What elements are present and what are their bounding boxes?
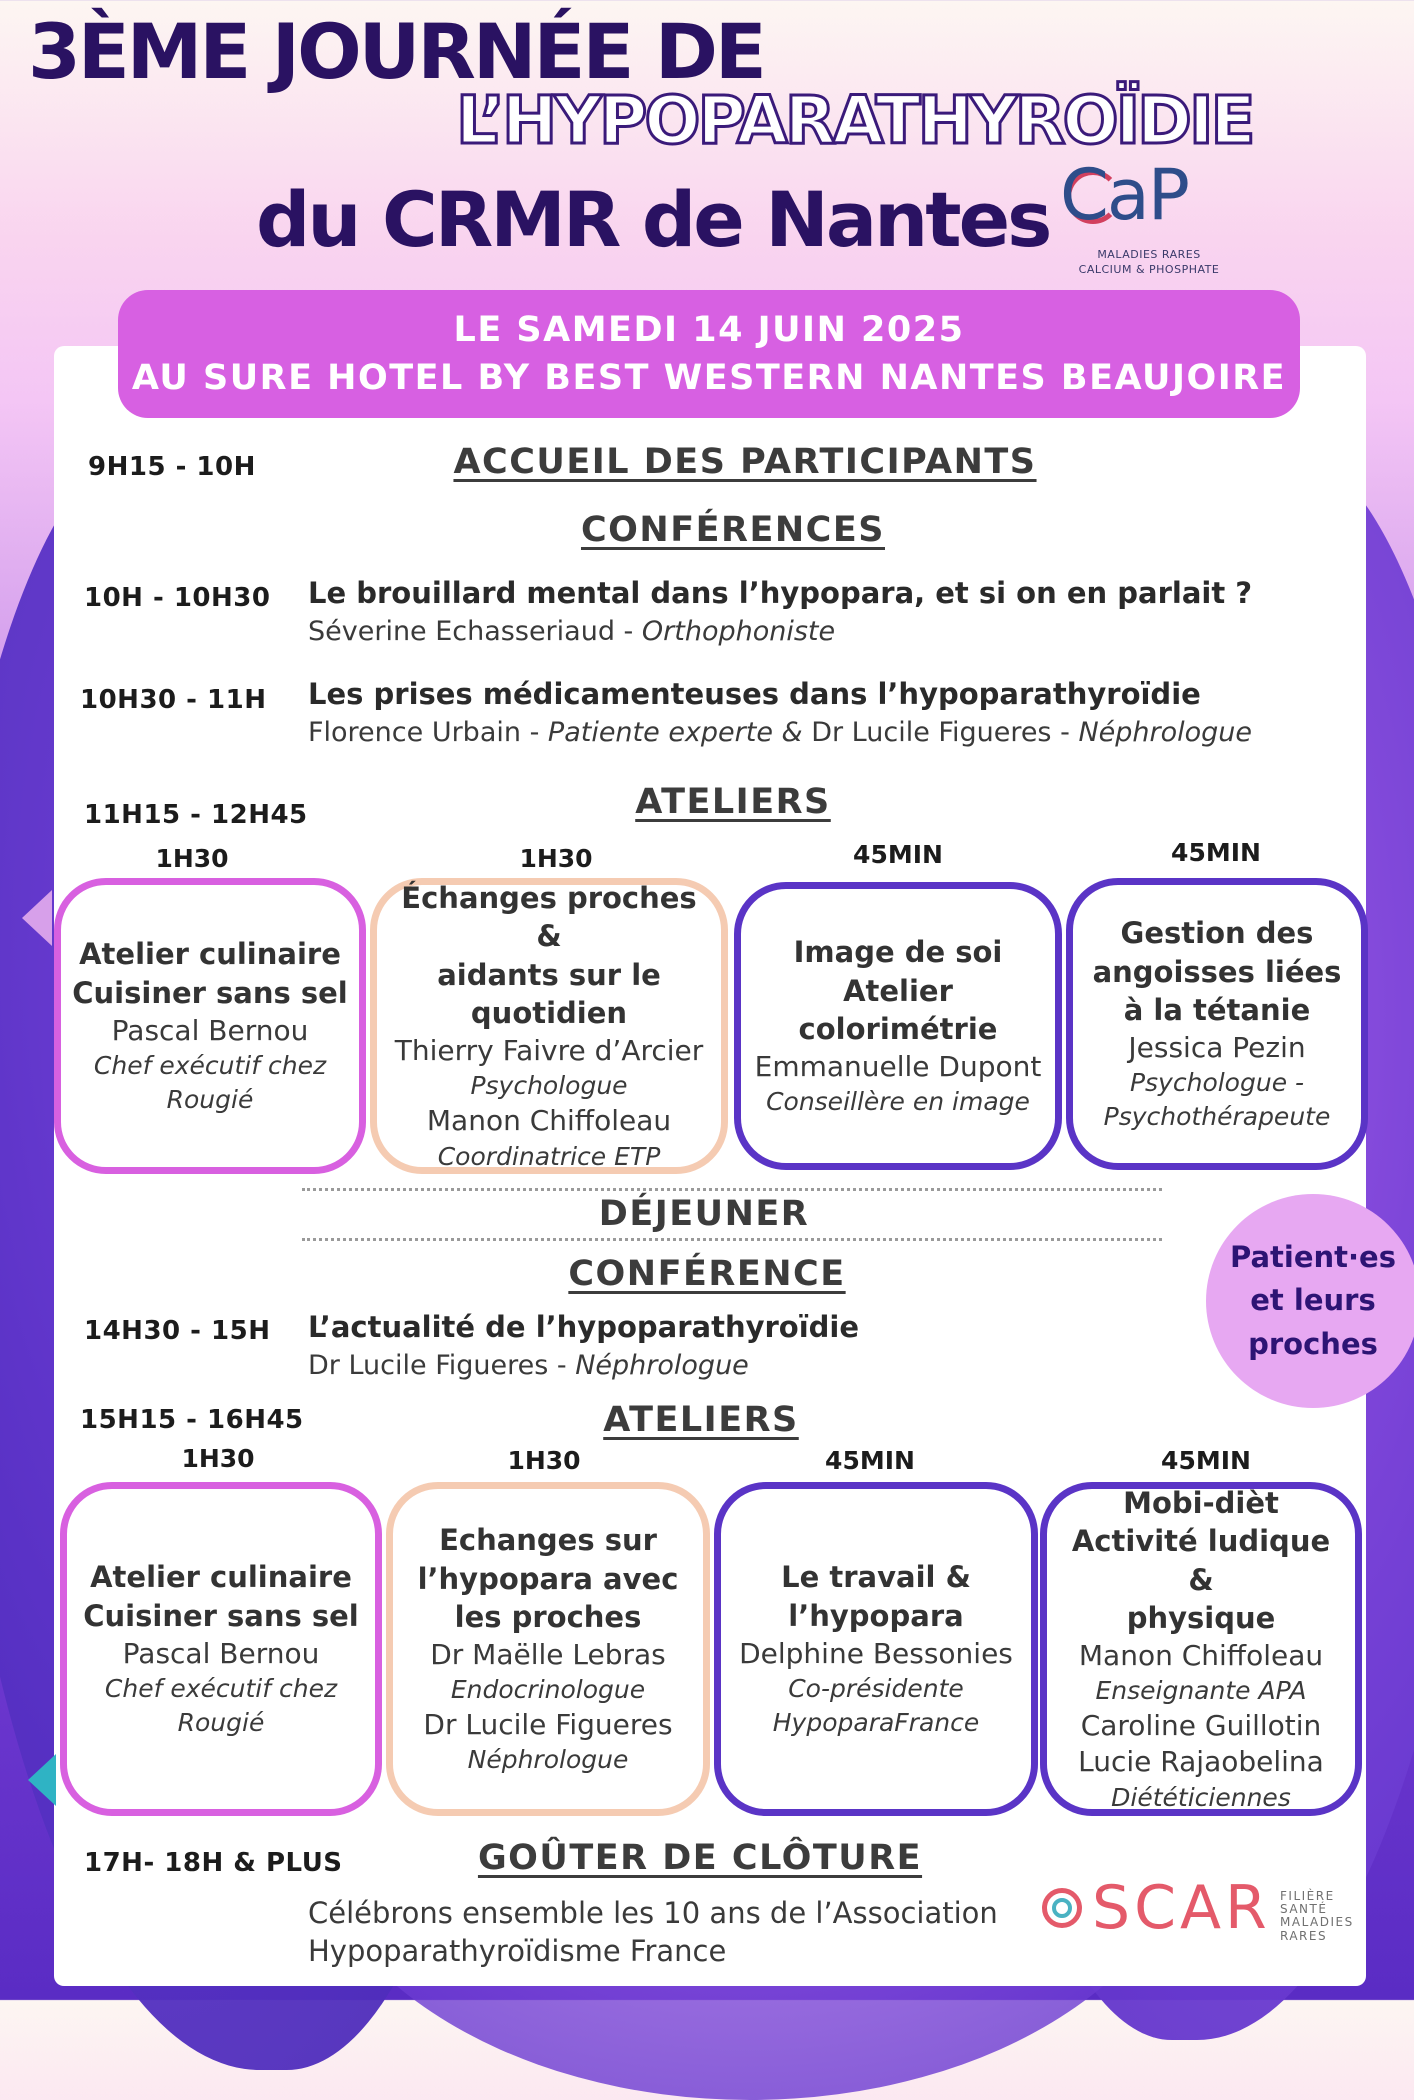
workshop-a3-role-2: HypoparaFrance <box>772 1707 980 1737</box>
workshop-a4-speaker-1: Manon Chiffoleau <box>1078 1638 1324 1672</box>
talk-2-separator: - <box>520 717 548 748</box>
workshop-a2-speaker-1: Dr Maëlle Lebras <box>430 1637 666 1671</box>
talk-2-speaker-role: Patiente experte & <box>547 717 803 748</box>
workshop-a1-role: Chef exécutif chez <box>104 1674 338 1703</box>
workshop-a3-duration: 45MIN <box>825 1446 915 1475</box>
closing-time: 17H- 18H & PLUS <box>84 1848 343 1878</box>
title-line-2: L’HYPOPARATHYROÏDIE <box>456 82 1253 159</box>
oscar-sub-1: FILIÈRE <box>1280 1889 1335 1903</box>
lunch-label: DÉJEUNER <box>598 1194 810 1234</box>
closing-text-2: Hypoparathyroïdisme France <box>308 1934 727 1968</box>
workshop-a4-duration: 45MIN <box>1161 1446 1251 1475</box>
workshop-m4-role-2: Psychothérapeute <box>1103 1102 1331 1132</box>
workshop-m3-card <box>734 882 1062 1170</box>
cap-logo-subtitle <box>1064 248 1234 278</box>
workshop-a2-title-1: Echanges sur <box>439 1523 657 1558</box>
workshop-m3-role: Conseillère en image <box>766 1087 1030 1117</box>
workshop-m1-role: Chef exécutif chez <box>93 1051 327 1080</box>
talk-3-time: 14H30 - 15H <box>84 1316 271 1346</box>
talk-3-title: L’actualité de l’hypoparathyroïdie <box>308 1310 860 1344</box>
talk-2-speaker-name: Florence Urbain <box>308 717 521 748</box>
talk-3-separator: - <box>548 1350 576 1381</box>
workshop-m4-role: Psychologue - <box>1129 1068 1305 1098</box>
date-line: LE SAMEDI 14 JUIN 2025 <box>453 310 965 350</box>
talk-2-speaker2-role: Néphrologue <box>1078 717 1252 748</box>
workshop-m4-card <box>1066 878 1368 1170</box>
workshop-m1-duration: 1H30 <box>155 844 229 873</box>
workshop-a4-title-1: Mobi-dièt <box>1123 1485 1279 1520</box>
workshop-m3-duration: 45MIN <box>853 840 943 869</box>
workshop-a4-role-3: Diététiciennes <box>1111 1782 1291 1812</box>
talk-1-speaker <box>308 616 835 647</box>
workshop-m3-title-3: colorimétrie <box>798 1012 998 1047</box>
oscar-logo-subtitle <box>1280 1889 1354 1943</box>
accueil-heading: ACCUEIL DES PARTICIPANTS <box>453 442 1037 482</box>
workshop-a4-title-3: physique <box>1126 1601 1276 1636</box>
workshop-a3-role: Co-présidente <box>788 1674 964 1703</box>
workshop-a2-role-2: Néphrologue <box>467 1745 629 1775</box>
workshop-a4-speaker-3: Lucie Rajaobelina <box>1078 1745 1324 1779</box>
lunch-divider-bottom <box>302 1238 1162 1241</box>
cap-sub-line-1: MALADIES RARES <box>1097 248 1201 261</box>
workshops-morning-heading: ATELIERS <box>635 782 831 822</box>
workshops-afternoon-time: 15H15 - 16H45 <box>80 1405 304 1435</box>
workshop-m4-duration: 45MIN <box>1171 838 1261 867</box>
workshop-m1-card <box>54 878 366 1174</box>
workshop-m1-role-2: Rougié <box>166 1084 254 1114</box>
closing-heading: GOÛTER DE CLÔTURE <box>477 1838 923 1878</box>
workshop-m2-speaker-1: Thierry Faivre d’Arcier <box>394 1033 704 1067</box>
workshop-a4-speaker-2: Caroline Guillotin <box>1080 1708 1322 1742</box>
workshop-a1-role-2: Rougié <box>177 1707 265 1737</box>
cap-logo <box>1060 154 1240 282</box>
conferences-heading: CONFÉRENCES <box>580 510 885 550</box>
audience-badge <box>1206 1194 1414 1408</box>
badge-line-2: et leurs <box>1250 1283 1376 1318</box>
workshop-m2-duration: 1H30 <box>519 844 593 873</box>
talk-1-speaker-role: Orthophoniste <box>641 616 836 647</box>
workshop-m4-title-3: à la tétanie <box>1123 993 1311 1028</box>
workshop-m3-title-2: Atelier <box>843 973 953 1008</box>
workshop-m4-speaker: Jessica Pezin <box>1128 1030 1306 1064</box>
workshop-a2-speaker-2: Dr Lucile Figueres <box>423 1707 673 1741</box>
oscar-sub-3: MALADIES <box>1280 1915 1354 1930</box>
lunch-divider-top <box>302 1188 1162 1191</box>
cap-sub-line-2: CALCIUM & PHOSPHATE <box>1078 262 1220 276</box>
workshop-a4-role-1: Enseignante APA <box>1095 1676 1307 1706</box>
conference-heading: CONFÉRENCE <box>568 1254 846 1294</box>
workshop-a2-duration: 1H30 <box>507 1446 581 1475</box>
talk-3-speaker-name: Dr Lucile Figueres <box>308 1350 549 1381</box>
workshop-a2-card <box>386 1482 710 1816</box>
oscar-logo <box>1038 1873 1358 1964</box>
decorative-triangle-teal-icon <box>28 1754 56 1806</box>
talk-1-time: 10H - 10H30 <box>84 583 271 613</box>
workshop-m4-title-1: Gestion des <box>1120 916 1314 951</box>
workshop-a1-speaker: Pascal Bernou <box>122 1636 320 1670</box>
talk-3-speaker-role: Néphrologue <box>575 1350 749 1381</box>
workshop-a2-title-3: les proches <box>454 1600 642 1635</box>
workshop-m2-title-2: aidants sur le <box>437 957 661 992</box>
workshop-a2-title-2: l’hypopara avec <box>417 1561 679 1596</box>
badge-line-3: proches <box>1248 1326 1378 1361</box>
oscar-logo-word: SCAR <box>1092 1873 1271 1943</box>
decorative-triangle-icon <box>22 890 52 946</box>
workshop-m3-title-1: Image de soi <box>793 935 1003 970</box>
workshop-m2-role-2: Coordinatrice ETP <box>437 1141 661 1171</box>
talk-1-speaker-name: Séverine Echasseriaud <box>308 616 615 647</box>
talk-2-speaker2-name: Dr Lucile Figueres <box>802 717 1052 748</box>
date-banner <box>118 290 1300 418</box>
badge-line-1: Patient·es <box>1230 1239 1396 1274</box>
workshop-a1-card <box>60 1482 382 1816</box>
workshop-a1-title-2: Cuisiner sans sel <box>83 1599 359 1634</box>
workshop-m2-speaker-2: Manon Chiffoleau <box>426 1104 672 1138</box>
venue-line: AU SURE HOTEL BY BEST WESTERN NANTES BEAUJOIRE <box>131 358 1287 398</box>
workshops-morning-time: 11H15 - 12H45 <box>84 800 308 830</box>
workshop-a3-speaker: Delphine Bessonies <box>739 1636 1013 1670</box>
title-line-1: 3ÈME JOURNÉE DE <box>28 7 764 96</box>
oscar-sub-2: SANTÉ <box>1280 1902 1328 1917</box>
workshop-m2-title-1: Échanges proches & <box>401 880 697 954</box>
workshop-m2-role-1: Psychologue <box>470 1071 628 1101</box>
workshop-a2-role-1: Endocrinologue <box>450 1675 646 1705</box>
workshops-afternoon-heading: ATELIERS <box>603 1400 799 1440</box>
workshop-a3-title-1: Le travail & <box>781 1560 971 1595</box>
workshop-a3-title-2: l’hypopara <box>788 1599 964 1634</box>
workshop-a4-title-2: Activité ludique & <box>1071 1524 1331 1597</box>
closing-text-1: Célébrons ensemble les 10 ans de l’Association <box>308 1896 998 1930</box>
workshop-m1-speaker: Pascal Bernou <box>111 1013 309 1047</box>
workshop-a1-title-1: Atelier culinaire <box>90 1560 352 1595</box>
talk-2-title: Les prises médicamenteuses dans l’hypoparathyroïdie <box>308 677 1201 711</box>
workshop-m1-title-1: Atelier culinaire <box>79 937 341 972</box>
workshop-m2-title-3: quotidien <box>470 996 628 1031</box>
workshop-a1-duration: 1H30 <box>181 1444 255 1473</box>
talk-1-title: Le brouillard mental dans l’hypopara, et si on en parlait ? <box>308 576 1253 610</box>
oscar-sub-4: RARES <box>1280 1928 1328 1943</box>
title-line-3: du CRMR de Nantes <box>256 175 1050 264</box>
accueil-time: 9H15 - 10H <box>88 452 256 482</box>
workshop-a4-card <box>1040 1482 1362 1816</box>
workshop-m2-card <box>370 878 728 1174</box>
workshop-a3-card <box>714 1482 1038 1816</box>
talk-3-speaker <box>308 1350 749 1381</box>
talk-2-speakers <box>308 717 1252 748</box>
workshop-m4-title-2: angoisses liées <box>1092 954 1342 989</box>
talk-2-time: 10H30 - 11H <box>80 685 267 715</box>
cap-logo-word: CaP <box>1060 154 1188 236</box>
oscar-inner-ring-icon <box>1052 1898 1072 1918</box>
workshop-m3-speaker: Emmanuelle Dupont <box>754 1049 1042 1083</box>
workshop-m1-title-2: Cuisiner sans sel <box>72 976 348 1011</box>
talk-1-separator: - <box>614 616 642 647</box>
talk-2-separator2: - <box>1051 717 1079 748</box>
